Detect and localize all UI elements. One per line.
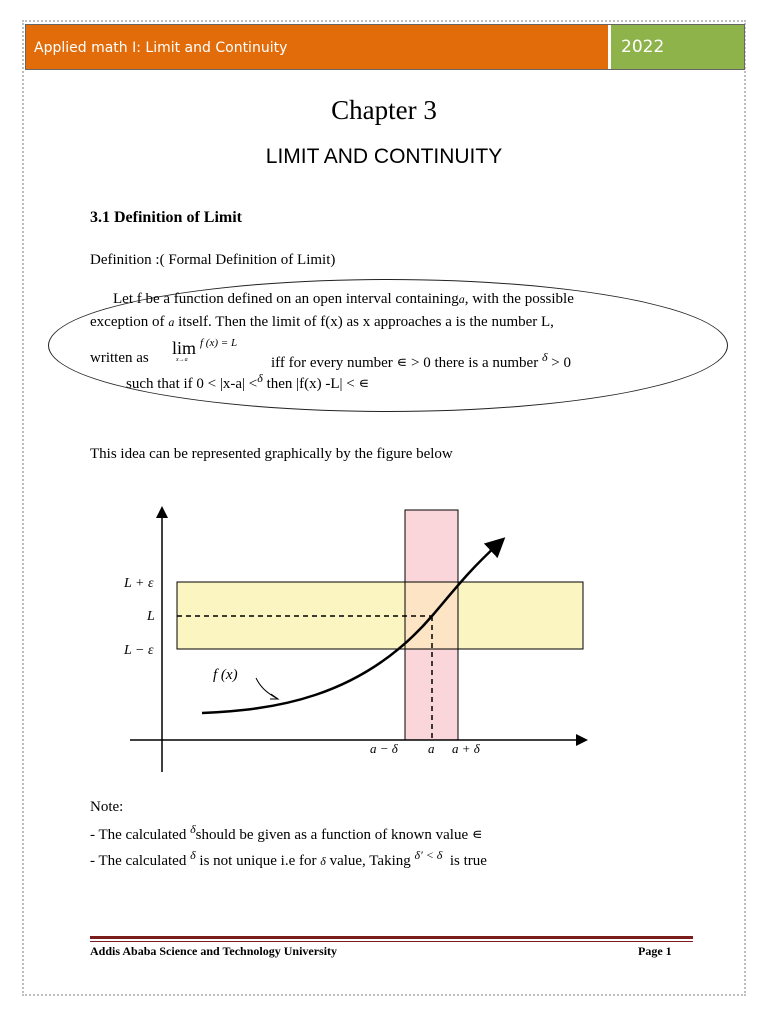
header-title: Applied math I: Limit and Continuity: [26, 25, 611, 69]
lim-symbol: lim: [172, 338, 197, 358]
label-a-minus-delta: a − δ: [370, 741, 398, 756]
def-line3-start: written as: [90, 350, 149, 366]
header-year: 2022: [611, 25, 744, 69]
section-heading: 3.1 Definition of Limit: [90, 209, 242, 226]
def-line3-iff: iff for every number ∊ > 0 there is a number: [271, 355, 539, 371]
chapter-subtitle: LIMIT AND CONTINUITY: [265, 145, 503, 168]
lim-function: f (x) = L: [200, 337, 238, 349]
note1-end: should be given as a function of known value ∊: [195, 827, 483, 843]
label-fx: f (x): [213, 667, 238, 683]
footer-page-number: Page 1: [638, 944, 672, 958]
header-bar: [25, 24, 745, 70]
def-line2-var: a: [168, 315, 175, 329]
def-line1-text: Let f be a function defined on an open interval containing: [113, 291, 459, 307]
label-a: a: [428, 741, 435, 756]
chapter-title: Chapter 3: [331, 95, 437, 125]
note2-mid: is not unique i.e for: [199, 853, 317, 869]
note-line-2: [90, 848, 487, 870]
footer-rule: [90, 936, 693, 939]
def-line2-start: exception of: [90, 314, 165, 330]
limit-figure: [120, 500, 600, 780]
definition-label: Definition :( Formal Definition of Limit): [90, 252, 336, 268]
note2-mid2: value, Taking: [329, 853, 411, 869]
note2-end: is true: [449, 853, 487, 869]
note1-delta: δ: [190, 822, 196, 836]
def-line4-start: such that if 0 < |x-a| <: [126, 376, 258, 392]
label-a-plus-delta: a + δ: [452, 741, 480, 756]
note2-delta2: δ: [320, 854, 326, 868]
note2-start: - The calculated: [90, 853, 187, 869]
note-title: Note:: [90, 799, 124, 815]
label-L: L: [147, 609, 155, 624]
def-line1-var: a: [458, 292, 465, 306]
footer-organization: Addis Ababa Science and Technology University: [90, 944, 338, 958]
label-L-plus-epsilon: L + ε: [124, 576, 154, 591]
note2-delta: δ: [190, 848, 196, 862]
def-line2-end: itself. Then the limit of f(x) as x approaches a is the number L,: [178, 314, 554, 330]
def-line3-end: > 0: [551, 355, 571, 371]
def-line4-end: then |f(x) -L| < ∊: [266, 376, 370, 392]
label-L-minus-epsilon: L − ε: [124, 643, 154, 658]
def-line4-delta: δ: [257, 371, 263, 385]
figure-caption: This idea can be represented graphically by the figure below: [90, 446, 453, 462]
def-line3-delta: δ: [541, 350, 548, 364]
def-line1-end: , with the possible: [464, 291, 574, 307]
definition-line-4: [126, 371, 369, 393]
definition-line-1: [113, 291, 574, 308]
definition-line-2: [90, 314, 554, 331]
note1-start: - The calculated: [90, 827, 187, 843]
definition-line-3: [271, 350, 571, 372]
note2-ineq: δ′ < δ: [414, 848, 443, 862]
note-line-1: [90, 822, 483, 844]
footer-rule-thin: [90, 941, 693, 942]
lim-subscript: x→a: [176, 357, 188, 363]
